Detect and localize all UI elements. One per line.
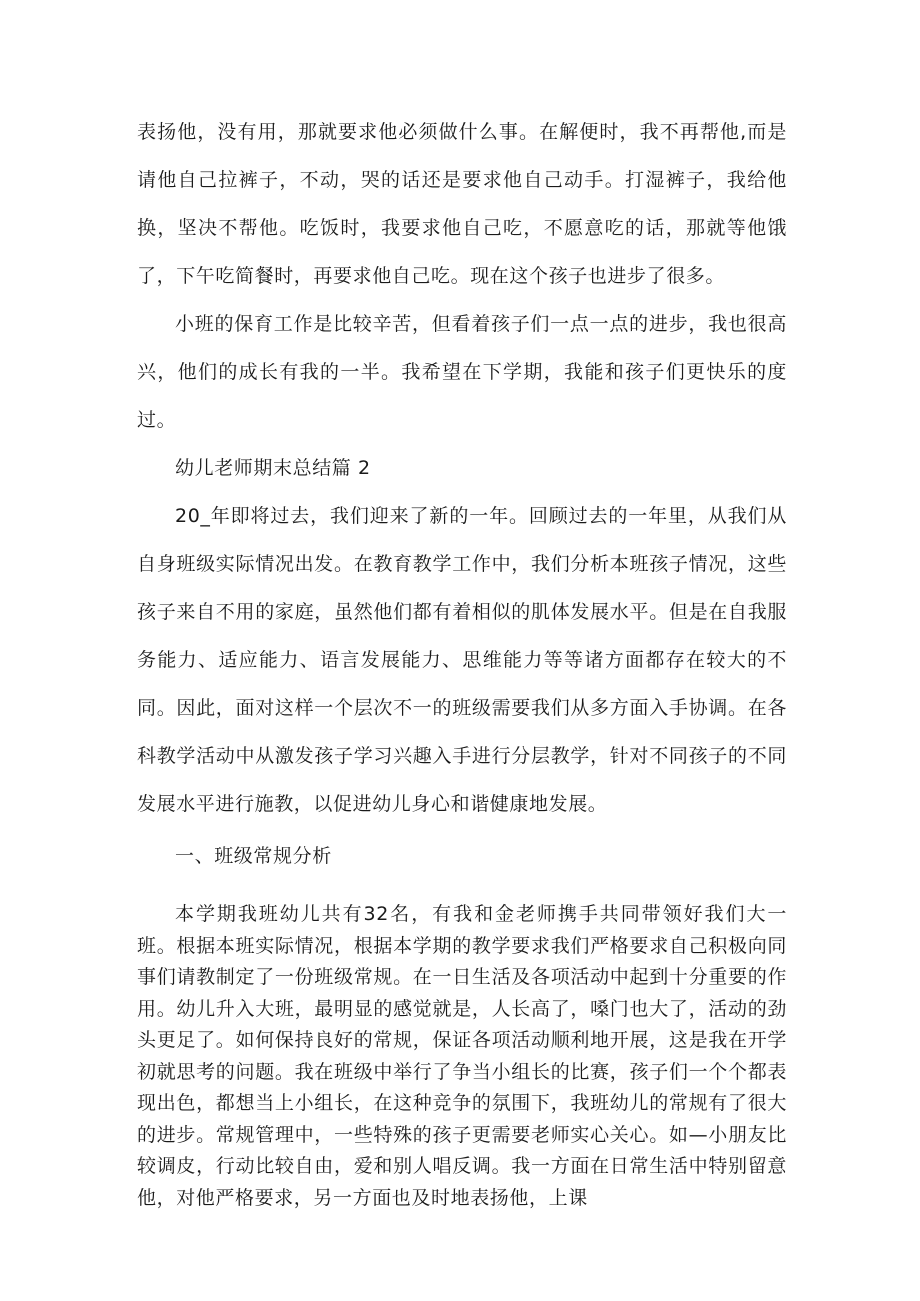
article-title: 幼儿老师期末总结篇 2 (175, 457, 371, 479)
paragraph-intro: 20_年即将过去，我们迎来了新的一年。回顾过去的一年里，从我们从自身班级实际情况出发。在教育教学工作中，我们分析本班孩子情况，这些孩子来自不用的家庭，虽然他们都有着相似的肌体发展水平。但是在自我服务能力、适应能力、语言发展能力、思维能力等等诸方面都存在较大的不同。因此，面对这样一个层次不一的班级需要我们从多方面入手协调。在各科教学活动中从激发孩子学习兴趣入手进行分层教学，针对不同孩子的不同发展水平进行施教，以促进幼儿身心和谐健康地发展。 (137, 505, 787, 815)
paragraph-class-routine: 本学期我班幼儿共有32名，有我和金老师携手共同带领好我们大一班。根据本班实际情况，根据本学期的教学要求我们严格要求自己积极向同事们请教制定了一份班级常规。在一日生活及各项活动中起到十分重要的作用。幼儿升入大班，最明显的感觉就是，人长高了，嗓门也大了，活动的劲头更足了。如何保持良好的常规，保证各项活动顺利地开展，这是我在开学初就思考的问题。我在班级中举行了争当小组长的比赛，孩子们一个个都表现出色，都想当上小组长，在这种竞争的氛围下，我班幼儿的常规有了很大的进步。常规管理中，一些特殊的孩子更需要老师实心关心。如—小朋友比较调皮，行动比较自由，爱和别人唱反调。我一方面在日常生活中特别留意他，对他严格要求，另一方面也及时地表扬他，上课 (137, 903, 787, 1209)
paragraph-continuation: 表扬他，没有用，那就要求他必须做什么事。在解便时，我不再帮他,而是请他自己拉裤子，不动，哭的话还是要求他自己动手。打湿裤子，我给他换，坚决不帮他。吃饭时，我要求他自己吃，不愿意吃的话，那就等他饿了，下午吃简餐时，再要求他自己吃。现在这个孩子也进步了很多。 (137, 121, 787, 287)
section-heading: 一、班级常规分析 (175, 845, 332, 867)
paragraph-summary: 小班的保育工作是比较辛苦，但看着孩子们一点一点的进步，我也很高兴，他们的成长有我的一半。我希望在下学期，我能和孩子们更快乐的度过。 (137, 313, 787, 431)
